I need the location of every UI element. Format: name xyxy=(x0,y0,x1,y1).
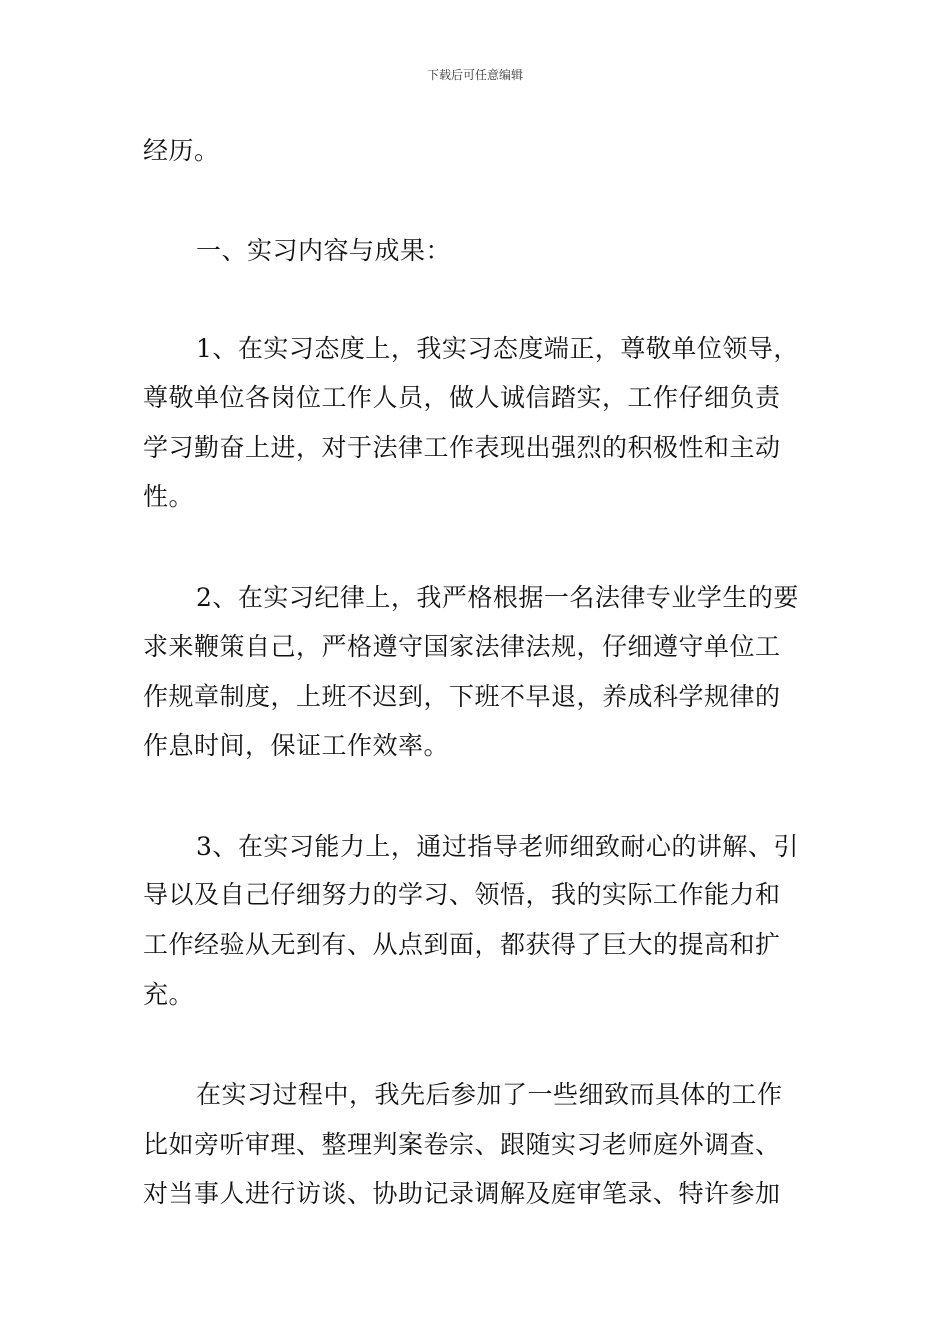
text-line: 充。 xyxy=(143,980,195,1009)
text-line: 性。 xyxy=(143,482,195,511)
text-line: 比如旁听审理、整理判案卷宗、跟随实习老师庭外调查、 xyxy=(143,1130,781,1159)
text-line: 作息时间，保证工作效率。 xyxy=(143,731,450,760)
text-line: 1、在实习态度上，我实习态度端正，尊敬单位领导， xyxy=(196,334,799,363)
text-line: 对当事人进行访谈、协助记录调解及庭审笔录、特许参加 xyxy=(143,1179,781,1208)
text-line: 3、在实习能力上，通过指导老师细致耐心的讲解、引 xyxy=(196,832,799,861)
text-line: 作规章制度，上班不迟到，下班不早退，养成科学规律的 xyxy=(143,682,781,711)
text-line: 学习勤奋上进，对于法律工作表现出强烈的积极性和主动 xyxy=(143,433,781,462)
text-line: 2、在实习纪律上，我严格根据一名法律专业学生的要 xyxy=(196,583,799,612)
text-line: 求来鞭策自己，严格遵守国家法律法规，仔细遵守单位工 xyxy=(143,632,781,661)
text-line: 经历。 xyxy=(143,136,220,165)
text-line: 尊敬单位各岗位工作人员，做人诚信踏实，工作仔细负责 xyxy=(143,383,781,412)
text-line: 工作经验从无到有、从点到面，都获得了巨大的提高和扩 xyxy=(143,930,781,959)
text-line: 在实习过程中，我先后参加了一些细致而具体的工作 xyxy=(196,1080,783,1109)
section-heading: 一、实习内容与成果： xyxy=(196,236,452,265)
page-header: 下载后可任意编辑 xyxy=(426,68,523,82)
text-line: 导以及自己仔细努力的学习、领悟，我的实际工作能力和 xyxy=(143,880,781,909)
